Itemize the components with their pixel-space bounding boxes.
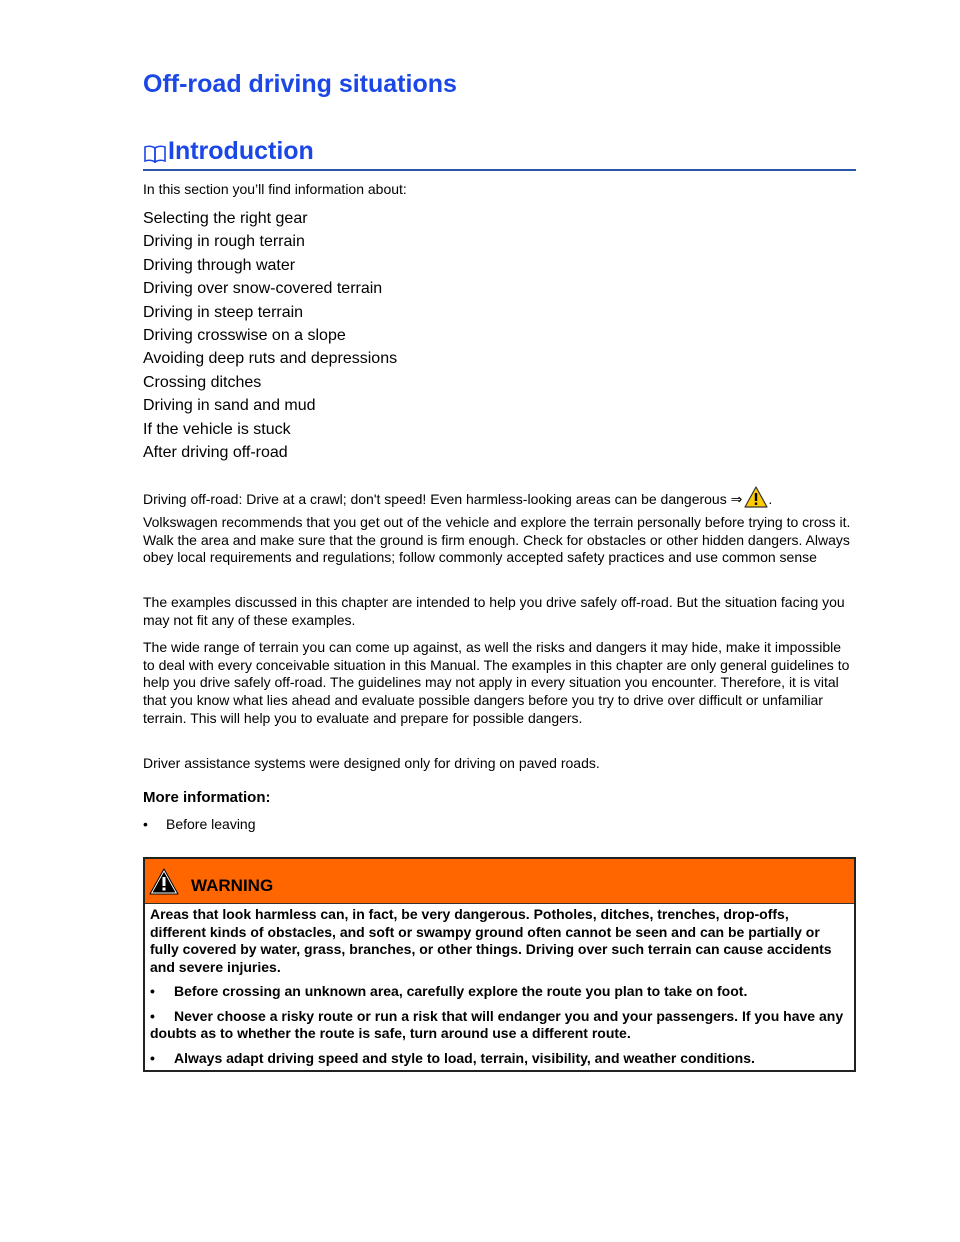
paragraph-driver-assistance: Driver assistance systems were designed only for driving on paved roads. xyxy=(143,755,600,771)
list-item: After driving off-road xyxy=(143,443,288,461)
paragraph-explore-terrain: Volkswagen recommends that you get out of the vehicle and explore the terrain personally before trying to cross it. Walk the area and make sure that the ground is firm enough. Check for obstacles or other hidden dangers. Always obey local requirements and regulations; follow commonly accepted safety practices and use common sense xyxy=(143,514,851,566)
more-information-item[interactable] xyxy=(143,816,256,832)
warning-body xyxy=(150,906,848,1074)
bullet: • xyxy=(150,1007,155,1024)
warning-header xyxy=(145,859,854,904)
list-item: Selecting the right gear xyxy=(143,210,308,227)
book-icon xyxy=(144,145,166,163)
warning-item: • Before crossing an unknown area, carefully explore the route you plan to take on foot. xyxy=(150,983,748,999)
paragraph-examples: The examples discussed in this chapter are intended to help you drive safely off-road. But the situation facing you may not fit any of these examples. xyxy=(143,594,845,628)
list-item: Avoiding deep ruts and depressions xyxy=(143,350,398,368)
paragraph-text: Driving off-road: Drive at a crawl; don't speed! Even harmless-looking areas can be dangerous ⇒ xyxy=(143,491,743,507)
list-item: Crossing ditches xyxy=(143,373,262,391)
warning-box xyxy=(143,857,856,1072)
list-item: Driving in sand and mud xyxy=(143,397,316,415)
warning-item: • Never choose a risky route or run a risk that will endanger you and your passengers. If you have any doubts as to whether the route is safe, turn around use a different route. xyxy=(150,1007,844,1041)
more-information-heading: More information: xyxy=(143,789,271,806)
list-item: If the vehicle is stuck xyxy=(143,420,291,438)
list-item: Driving through water xyxy=(143,256,296,274)
chapter-title: Off-road driving situations xyxy=(143,70,457,98)
link-before-leaving[interactable]: Before leaving xyxy=(166,816,256,832)
paragraph-terrain-range: The wide range of terrain you can come up against, as well the risks and dangers it may hide, make it impossible to deal with every conceivable situation in this Manual. The examples in this chapter are only general guidelines to help you drive safely off-road. The guidelines may not apply in every situation you encounter. Therefore, it is vital that you know what lies ahead and evaluate possible dangers before you try to drive over difficult or unfamiliar terrain. This will help you to evaluate and prepare for possible dangers. xyxy=(143,639,850,726)
intro-text: In this section you’ll find information about: xyxy=(143,181,407,197)
paragraph-offroad-crawl xyxy=(143,486,856,509)
list-item: Driving over snow-covered terrain xyxy=(143,280,383,298)
warning-item: • Always adapt driving speed and style to load, terrain, visibility, and weather conditions. xyxy=(150,1049,755,1066)
bullet: • xyxy=(150,983,155,999)
topic-list xyxy=(143,207,397,464)
warning-triangle-icon xyxy=(149,868,179,895)
list-item: Driving in steep terrain xyxy=(143,303,304,321)
paragraph-text-end: . xyxy=(768,491,773,507)
warning-label: WARNING xyxy=(191,876,274,895)
section-title: Introduction xyxy=(168,137,314,165)
warning-reference-icon[interactable] xyxy=(744,486,768,508)
bullet: • xyxy=(143,816,148,832)
section-header xyxy=(143,135,856,171)
warning-intro: Areas that look harmless can, in fact, be very dangerous. Potholes, ditches, trenches, drop-offs, different kinds of obstacles, and soft or swampy ground often cannot be seen and can be partially or fully covered by water, grass, branches, or other things. Driving over such terrain can cause accidents and severe injuries. xyxy=(150,906,832,975)
bullet: • xyxy=(150,1049,155,1066)
list-item: Driving in rough terrain xyxy=(143,233,305,251)
list-item: Driving crosswise on a slope xyxy=(143,326,346,344)
